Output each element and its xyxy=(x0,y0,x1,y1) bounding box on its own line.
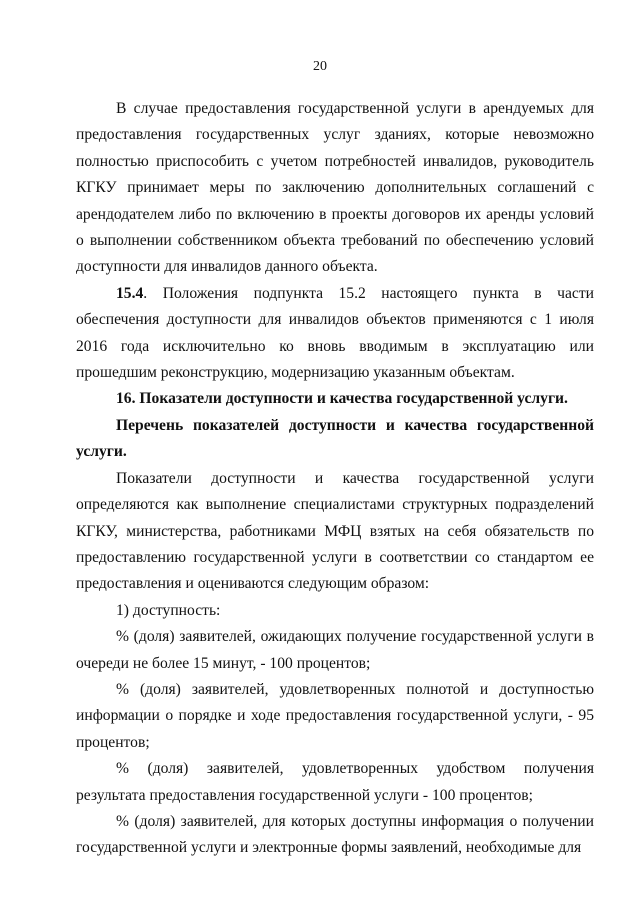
clause-text: . Положения подпункта 15.2 настоящего пункта в части обеспечения доступности для инвалидов объектов применяются с 1 июля 2016 года исключительно ко вновь вводимым в эксплуатацию или прошедшим реконструкцию, модернизацию указанным объектам. xyxy=(76,284,594,382)
subheading-indicators-list: Перечень показателей доступности и качества государственной услуги. xyxy=(76,416,594,461)
list-item-information-share: % (доля) заявителей, удовлетворенных полнотой и доступностью информации о порядке и ходе предоставления государственной услуги, - 95 процентов; xyxy=(76,680,594,751)
paragraph-15-4 xyxy=(76,281,594,387)
page-number: 20 xyxy=(313,59,327,74)
list-item-convenience-share: % (доля) заявителей, удовлетворенных удобством получения результата предоставления государственной услуги - 100 процентов; xyxy=(76,760,594,804)
list-item-queue-share: % (доля) заявителей, ожидающих получение государственной услуги в очереди не более 15 минут, - 100 процентов; xyxy=(76,628,594,672)
list-item-electronic-forms-share: % (доля) заявителей, для которых доступны информация о получении государственной услуги и электронные формы заявлений, необходимые для xyxy=(76,812,594,857)
section-heading-16: 16. Показатели доступности и качества государственной услуги. xyxy=(116,390,568,408)
list-item-accessibility: 1) доступность: xyxy=(116,601,221,619)
clause-number: 15.4 xyxy=(116,284,144,302)
paragraph-indicators-definition: Показатели доступности и качества государственной услуги определяются как выполнение специалистами структурных подразделений КГКУ, министерства, работниками МФЦ взятых на себя обязательств по предоставлению государственной услуги в соответствии со стандартом ее предоставления и оцениваются следующим образом: xyxy=(76,469,594,593)
document-body xyxy=(76,96,594,862)
paragraph-lease-buildings: В случае предоставления государственной услуги в арендуемых для предоставления государственных услуг зданиях, которые невозможно полностью приспособить с учетом потребностей инвалидов, руководитель КГКУ принимает меры по заключению дополнительных соглашений с арендодателем либо по включению в проекты договоров их аренды условий о выполнении собственником объекта требований по обеспечению условий доступности для инвалидов данного объекта. xyxy=(76,100,594,276)
